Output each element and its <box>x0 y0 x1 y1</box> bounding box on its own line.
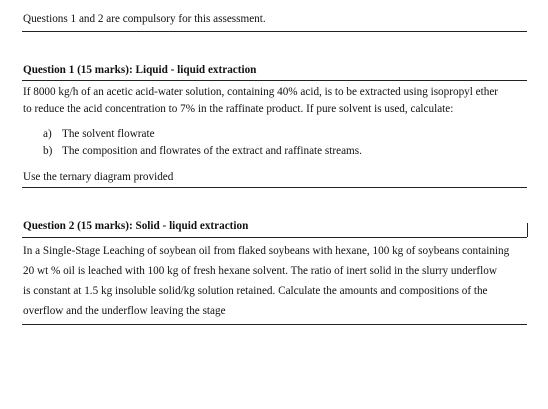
divider-end-tick <box>527 223 528 237</box>
q1-item-a-text: The solvent flowrate <box>62 128 155 140</box>
divider <box>22 80 527 81</box>
divider <box>22 324 527 325</box>
q2-paragraph-line: In a Single-Stage Leaching of soybean oil from flaked soybeans with hexane, 100 kg of soybeans containing <box>23 245 510 257</box>
q2-heading: Question 2 (15 marks): Solid - liquid extraction <box>23 220 249 232</box>
divider <box>22 31 527 32</box>
divider <box>22 187 527 188</box>
q2-paragraph-line: overflow and the underflow leaving the stage <box>23 305 226 317</box>
q1-heading: Question 1 (15 marks): Liquid - liquid extraction <box>23 64 257 76</box>
q1-paragraph-line: If 8000 kg/h of an acetic acid-water solution, containing 40% acid, is to be extracted using isopropyl ether <box>23 86 499 98</box>
intro-text: Questions 1 and 2 are compulsory for this assessment. <box>23 13 266 25</box>
q1-item-b-marker: b) <box>43 145 53 157</box>
q1-item-a-marker: a) <box>43 128 52 140</box>
q2-paragraph-line: 20 wt % oil is leached with 100 kg of fresh hexane solvent. The ratio of inert solid in the slurry underflow <box>23 265 497 277</box>
q1-paragraph-line: to reduce the acid concentration to 7% in the raffinate product. If pure solvent is used, calculate: <box>23 103 454 115</box>
divider <box>22 237 527 238</box>
q1-item-b-text: The composition and flowrates of the extract and raffinate streams. <box>62 145 362 157</box>
q1-note: Use the ternary diagram provided <box>23 171 174 183</box>
q2-paragraph-line: is constant at 1.5 kg insoluble solid/kg solution retained. Calculate the amounts and compositions of the <box>23 285 488 297</box>
